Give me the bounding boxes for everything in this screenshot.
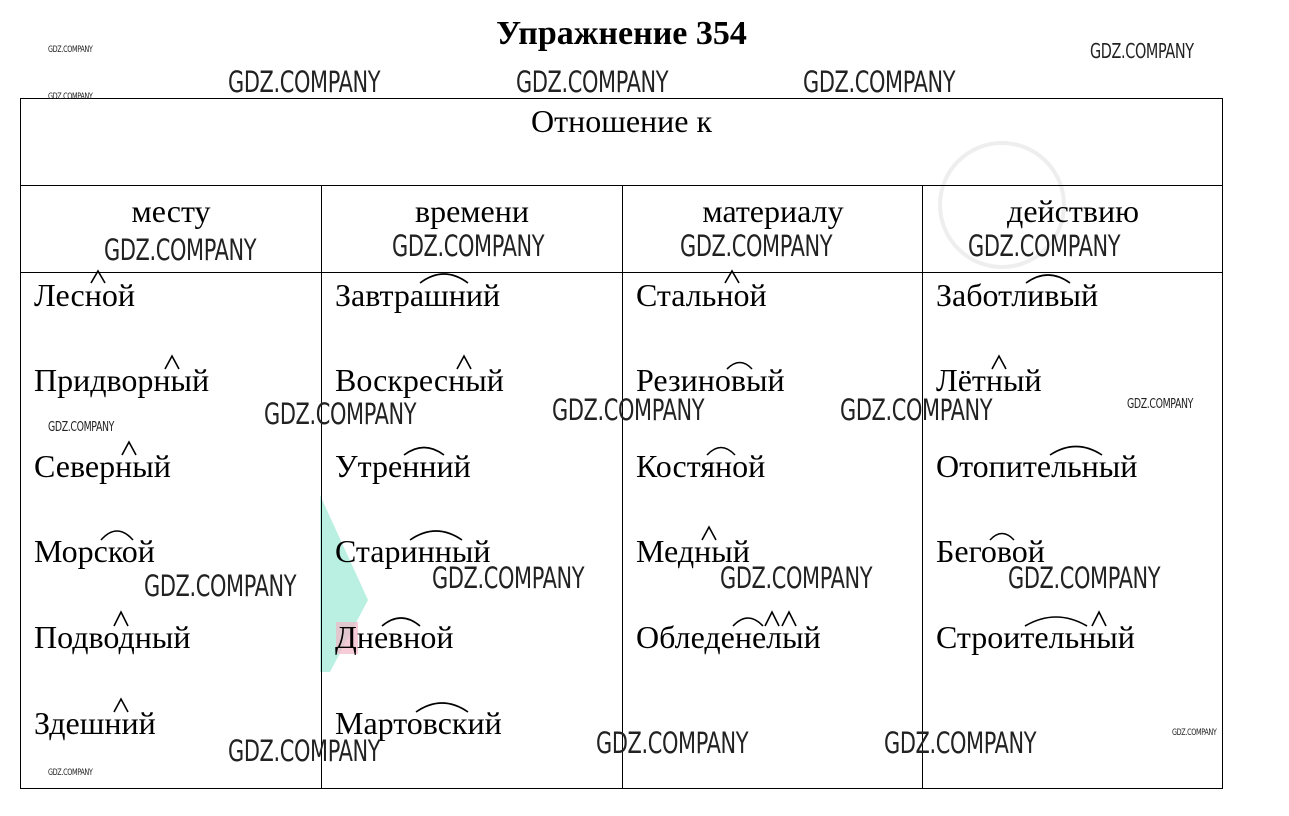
watermark: GDZ.COMPANY (1127, 397, 1194, 412)
word-cell: Строительный (936, 619, 1135, 655)
watermark: GDZ.COMPANY (48, 45, 93, 55)
column-header-material: материалу (702, 193, 844, 229)
watermark: GDZ.COMPANY (48, 768, 93, 778)
word-cell: Костяной (636, 448, 766, 484)
column-header-action: действию (1007, 193, 1139, 229)
watermark: GDZ.COMPANY (228, 65, 381, 99)
word-cell: Здешний (34, 705, 156, 741)
table-caption: Отношение к (530, 103, 713, 139)
watermark: GDZ.COMPANY (1008, 561, 1161, 595)
watermark: GDZ.COMPANY (803, 65, 956, 99)
watermark: GDZ.COMPANY (264, 397, 417, 431)
watermark: GDZ.COMPANY (516, 65, 669, 99)
word-cell: Старинный (335, 533, 491, 569)
watermark: GDZ.COMPANY (104, 233, 257, 267)
word-cell: Беговой (936, 533, 1045, 569)
word-cell: Стальной (636, 277, 767, 313)
column-divider (922, 185, 923, 789)
word-cell: Отопительный (936, 448, 1138, 484)
word-cell: Мартовский (335, 705, 502, 741)
column-header-place: месту (131, 193, 211, 229)
watermark: GDZ.COMPANY (432, 561, 585, 595)
watermark: GDZ.COMPANY (392, 229, 545, 263)
word-cell: Заботливый (936, 277, 1099, 313)
watermark: GDZ.COMPANY (144, 569, 297, 603)
word-table (20, 98, 1223, 789)
word-cell: Утренний (335, 448, 471, 484)
word-cell: Воскресный (335, 362, 504, 398)
watermark: GDZ.COMPANY (596, 726, 749, 760)
watermark: GDZ.COMPANY (840, 393, 993, 427)
watermark: GDZ.COMPANY (884, 726, 1037, 760)
word-cell: Дневной (335, 619, 454, 655)
watermark: GDZ.COMPANY (552, 393, 705, 427)
watermark: GDZ.COMPANY (48, 420, 115, 435)
exercise-title: Упражнение 354 (496, 15, 747, 52)
word-cell: Лётный (936, 362, 1042, 398)
watermark: GDZ.COMPANY (968, 229, 1121, 263)
watermark: GDZ.COMPANY (1172, 728, 1217, 738)
watermark: GDZ.COMPANY (228, 734, 381, 768)
watermark: GDZ.COMPANY (48, 92, 93, 102)
word-cell: Резиновый (636, 362, 785, 398)
watermark: GDZ.COMPANY (720, 561, 873, 595)
word-cell: Придворный (34, 362, 210, 398)
watermark: GDZ.COMPANY (680, 229, 833, 263)
word-cell: Лесной (34, 277, 135, 313)
column-divider (622, 185, 623, 789)
word-cell: Морской (34, 533, 155, 569)
column-divider (321, 185, 322, 789)
word-cell: Северный (34, 448, 171, 484)
word-cell: Подводный (34, 619, 191, 655)
word-cell: Завтрашний (335, 277, 501, 313)
watermark: GDZ.COMPANY (1090, 39, 1194, 63)
word-cell: Обледенелый (636, 619, 821, 655)
column-header-time: времени (414, 193, 529, 229)
word-cell: Медный (636, 533, 750, 569)
